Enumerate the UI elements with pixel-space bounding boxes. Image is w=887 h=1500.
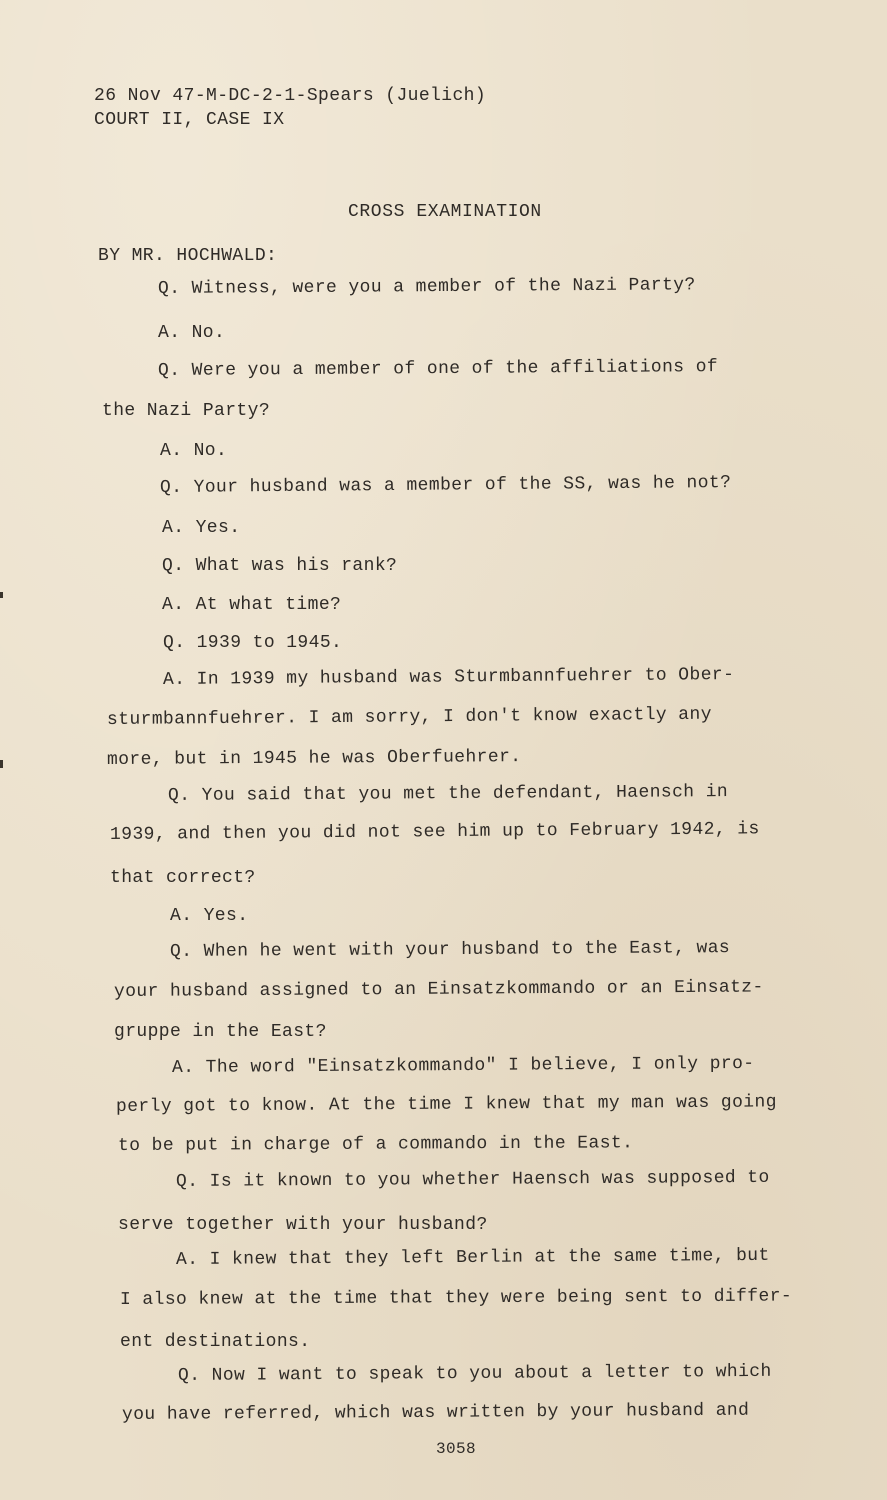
transcript-line: ent destinations. [120,1332,311,1352]
transcript-line: Q. 1939 to 1945. [163,633,343,653]
transcript-line: Q. Your husband was a member of the SS, was he not? [159,473,732,498]
transcript-line: A. Yes. [162,518,241,538]
edge-mark [0,760,3,768]
transcript-line: Q. When he went with your husband to the East, was [169,938,731,962]
transcript-line: Q. You said that you met the defendant, Haensch in [167,782,729,806]
transcript-line: A. The word "Einsatzkommando" I believe, I only pro- [171,1053,755,1078]
transcript-line: A. I knew that they left Berlin at the same time, but [175,1245,770,1270]
transcript-line: Q. Were you a member of one of the affiliations of [157,357,719,381]
header-reference: 26 Nov 47-M-DC-2-1-Spears (Juelich) [94,86,487,106]
transcript-line: your husband assigned to an Einsatzkommando or an Einsatz- [113,977,764,1002]
transcript-line: A. No. [160,441,228,461]
page-number: 3058 [436,1440,477,1458]
transcript-line: A. Yes. [170,906,249,926]
transcript-line: to be put in charge of a commando in the East. [117,1133,634,1156]
transcript-line: gruppe in the East? [114,1022,327,1042]
transcript-line: the Nazi Party? [102,401,271,421]
header-court: COURT II, CASE IX [94,110,285,130]
transcript-line: A. At what time? [162,595,342,615]
edge-mark [0,592,3,598]
transcript-line: A. In 1939 my husband was Sturmbannfuehrer to Ober- [162,665,735,690]
transcript-line: I also knew at the time that they were being sent to differ- [119,1286,793,1310]
section-title: CROSS EXAMINATION [348,202,542,222]
transcript-line: Q. What was his rank? [162,556,398,576]
transcript-line: that correct? [110,868,256,888]
examiner-label: BY MR. HOCHWALD: [98,246,278,266]
transcript-line: 1939, and then you did not see him up to February 1942, is [109,819,760,845]
transcript-line: perly got to know. At the time I knew that my man was going [115,1092,777,1117]
transcript-line: Q. Now I want to speak to you about a letter to which [177,1361,772,1386]
transcript-line: sturmbannfuehrer. I am sorry, I don't know exactly any [106,704,712,730]
transcript-line: serve together with your husband? [118,1215,488,1235]
transcript-line: you have referred, which was written by your husband and [121,1400,750,1425]
transcript-line: Q. Is it known to you whether Haensch was supposed to [175,1167,770,1192]
transcript-line: more, but in 1945 he was Oberfuehrer. [106,747,522,770]
transcript-line: A. No. [158,323,226,343]
transcript-line: Q. Witness, were you a member of the Nazi Party? [157,275,696,299]
